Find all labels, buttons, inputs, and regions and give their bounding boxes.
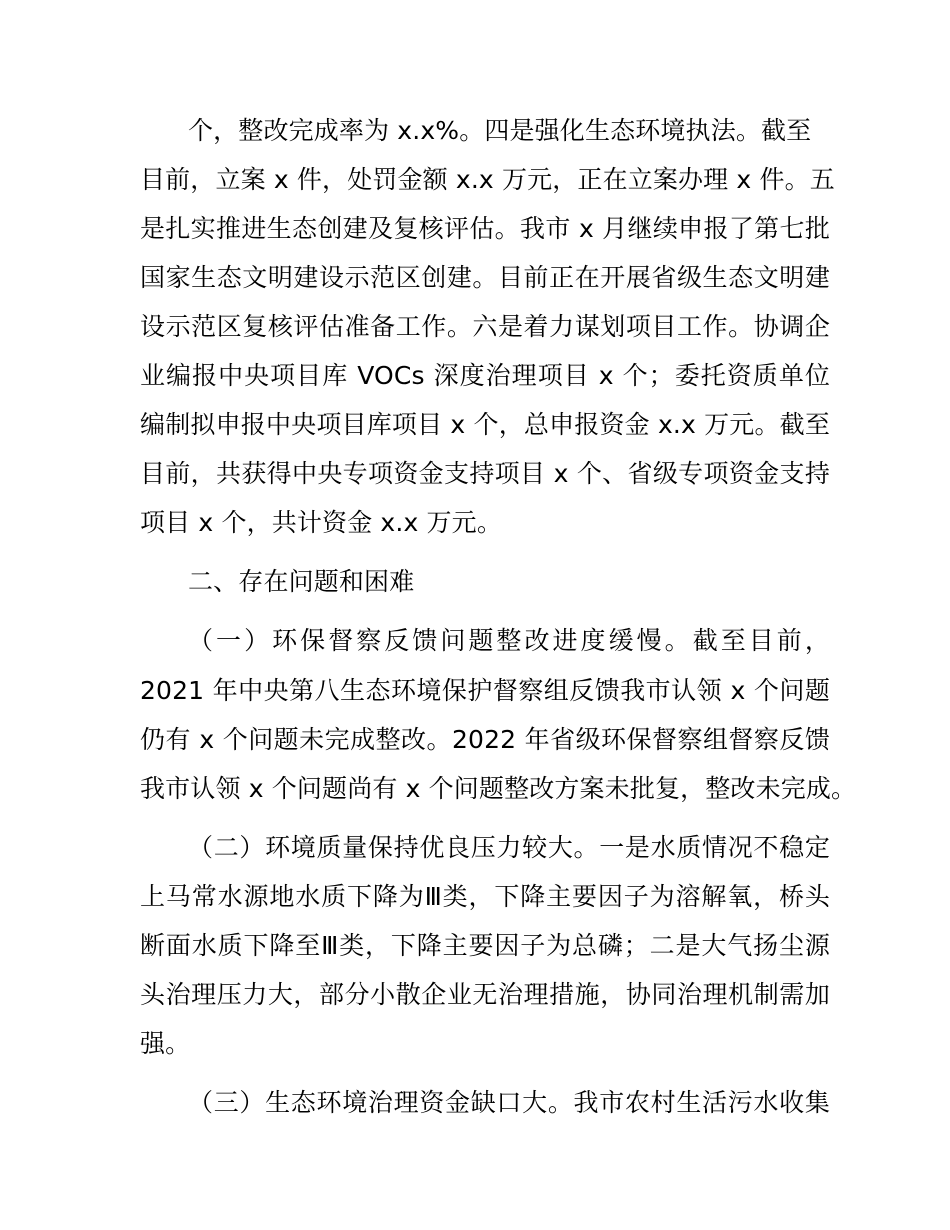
- paragraph-line: 编制拟申报中央项目库项目 x 个，总申报资金 x.x 万元。截至: [140, 410, 830, 439]
- paragraph-line: 上马常水源地水质下降为Ⅲ类，下降主要因子为溶解氧，桥头: [140, 882, 830, 911]
- paragraph-line: 是扎实推进生态创建及复核评估。我市 x 月继续申报了第七批: [140, 214, 830, 243]
- paragraph-line: （三）生态环境治理资金缺口大。我市农村生活污水收集: [188, 1088, 830, 1117]
- paragraph-line: 我市认领 x 个问题尚有 x 个问题整改方案未批复，整改未完成。: [140, 774, 857, 803]
- paragraph-line: （一）环保督察反馈问题整改进度缓慢。截至目前，: [188, 626, 830, 655]
- paragraph-line: 断面水质下降至Ⅲ类，下降主要因子为总磷；二是大气扬尘源: [140, 931, 830, 960]
- paragraph-line: 国家生态文明建设示范区创建。目前正在开展省级生态文明建: [140, 263, 830, 292]
- paragraph-line: （二）环境质量保持优良压力较大。一是水质情况不稳定: [188, 833, 830, 862]
- paragraph-line: 业编报中央项目库 VOCs 深度治理项目 x 个；委托资质单位: [140, 361, 830, 390]
- paragraph-line: 项目 x 个，共计资金 x.x 万元。: [140, 508, 502, 537]
- paragraph-line: 强。: [140, 1029, 191, 1058]
- paragraph-line: 个，整改完成率为 x.x%。四是强化生态环境执法。截至: [188, 116, 812, 145]
- section-heading: 二、存在问题和困难: [188, 567, 415, 596]
- paragraph-line: 2021 年中央第八生态环境保护督察组反馈我市认领 x 个问题: [140, 676, 830, 705]
- paragraph-line: 仍有 x 个问题未完成整改。2022 年省级环保督察组督察反馈: [140, 725, 830, 754]
- paragraph-line: 目前，立案 x 件，处罚金额 x.x 万元，正在立案办理 x 件。五: [140, 165, 835, 194]
- paragraph-line: 目前，共获得中央专项资金支持项目 x 个、省级专项资金支持: [140, 459, 830, 488]
- paragraph-line: 头治理压力大，部分小散企业无治理措施，协同治理机制需加: [140, 980, 830, 1009]
- paragraph-line: 设示范区复核评估准备工作。六是着力谋划项目工作。协调企: [140, 312, 830, 341]
